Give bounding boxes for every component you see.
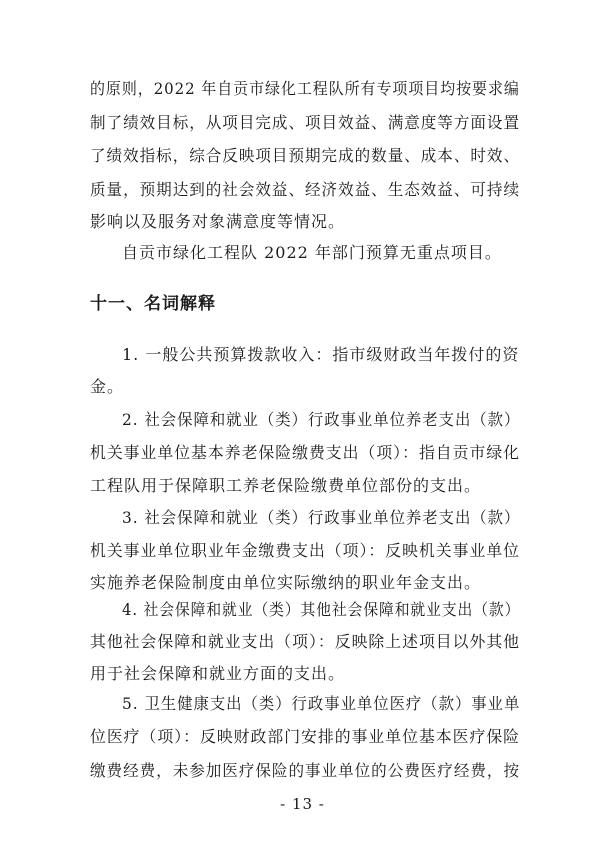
text-line: 1. 一般公共预算拨款收入：指市级财政当年拨付的资	[122, 345, 520, 364]
text-line: 实施养老保险制度由单位实际缴纳的职业年金支出。	[90, 573, 482, 592]
section-heading: 十一、名词解释	[90, 294, 216, 314]
text-line: 的原则，2022 年自贡市绿化工程队所有专项项目均按要求编	[90, 79, 520, 98]
text-line: 质量，预期达到的社会效益、经济效益、生态效益、可持续	[90, 180, 521, 199]
text-line: 其他社会保障和就业支出（项）：反映除上述项目以外其他	[90, 632, 521, 651]
text-line: 金。	[90, 377, 125, 396]
text-line: 4. 社会保障和就业（类）其他社会保障和就业支出（款）	[122, 600, 521, 619]
text-line: 3. 社会保障和就业（类）行政事业单位养老支出（款）	[122, 508, 521, 527]
text-line: 位医疗（项）：反映财政部门安排的事业单位基本医疗保险	[90, 727, 521, 746]
text-line: 制了绩效目标，从项目完成、项目效益、满意度等方面设置	[90, 113, 521, 132]
text-line: 用于社会保障和就业方面的支出。	[90, 664, 346, 683]
text-line: 5. 卫生健康支出（类）行政事业单位医疗（款）事业单	[122, 694, 521, 713]
text-line: 机关事业单位基本养老保险缴费支出（项）：指自贡市绿化	[90, 443, 521, 462]
paragraph-no-key-projects: 自贡市绿化工程队 2022 年部门预算无重点项目。	[122, 243, 502, 262]
text-line: 了绩效指标，综合反映项目预期完成的数量、成本、时效、	[90, 146, 521, 165]
text-line: 影响以及服务对象满意度等情况。	[90, 212, 346, 231]
page-number: - 13 -	[280, 795, 325, 813]
text-line: 工程队用于保障职工养老保险缴费单位部份的支出。	[90, 476, 482, 495]
text-line: 机关事业单位职业年金缴费支出（项）：反映机关事业单位	[90, 541, 521, 560]
text-line: 2. 社会保障和就业（类）行政事业单位养老支出（款）	[122, 410, 521, 429]
text-line: 缴费经费，未参加医疗保险的事业单位的公费医疗经费，按	[90, 761, 521, 780]
